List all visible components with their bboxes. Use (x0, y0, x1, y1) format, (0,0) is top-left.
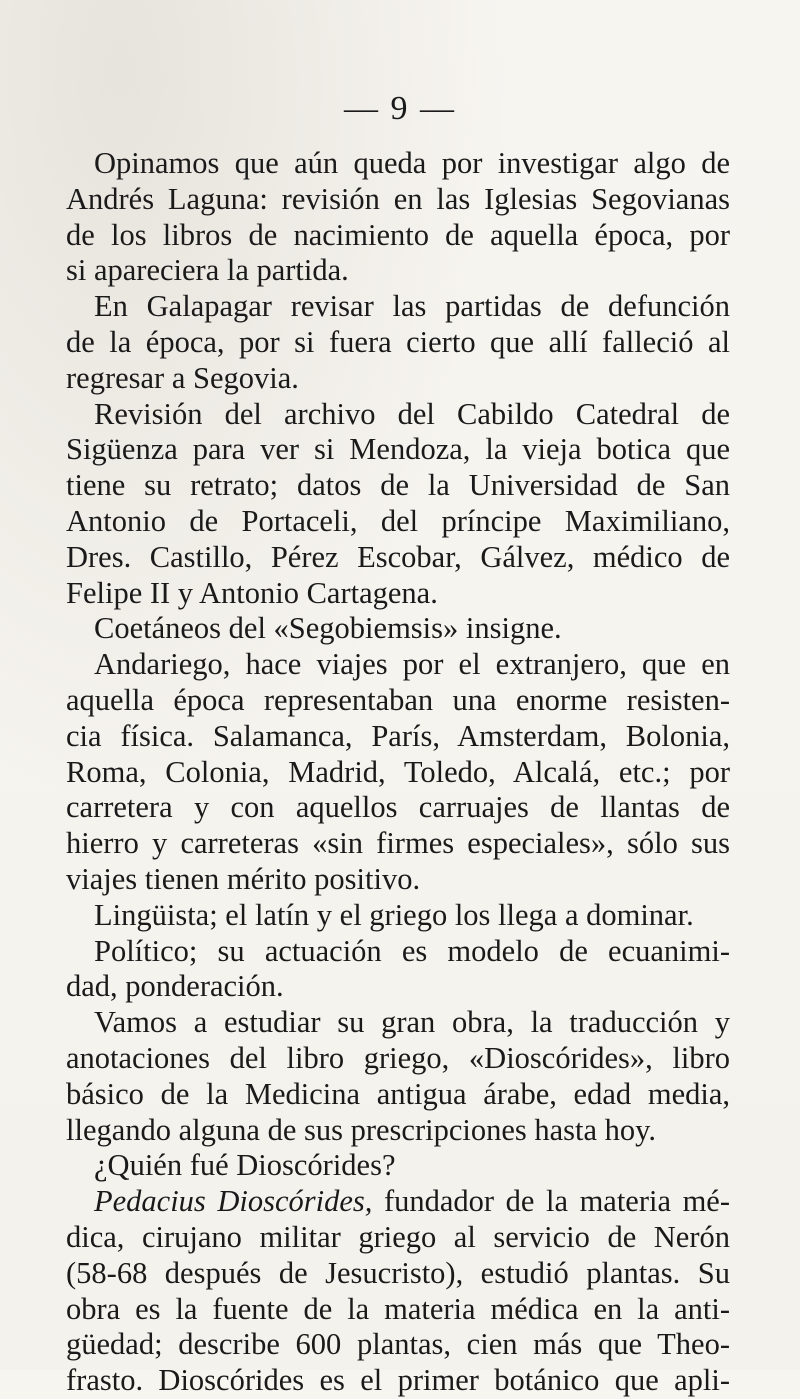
line-text: cia física. Salamanca, París, Amsterdam, Bolonia, (66, 718, 730, 753)
text-line (66, 1113, 730, 1149)
text-line (66, 969, 730, 1005)
text-line (66, 1292, 730, 1328)
line-text: güedad; describe 600 plantas, cien más que Theo- (66, 1327, 730, 1362)
text-line (66, 432, 730, 468)
text-line (66, 1184, 730, 1220)
line-text: dica, cirujano militar griego al servicio de Nerón (66, 1219, 730, 1254)
line-text: frasto. Dioscórides es el primer botánico que apli- (66, 1363, 730, 1398)
line-text: viajes tienen mérito positivo. (66, 861, 421, 896)
line-text: Político; su actuación es modelo de ecuanimi- (94, 933, 730, 968)
text-line (66, 1363, 730, 1399)
line-text: si apareciera la partida. (66, 253, 349, 288)
text-line (66, 504, 730, 540)
text-line (66, 1148, 730, 1184)
line-text: Revisión del archivo del Cabildo Catedral de (94, 396, 730, 431)
text-line (66, 397, 730, 433)
line-text: Felipe II y Antonio Cartagena. (66, 575, 438, 610)
italic-name: Pedacius Dioscórides, (94, 1184, 373, 1219)
line-text: regresar a Segovia. (66, 360, 299, 395)
line-text: hierro y carreteras «sin firmes especiales», sólo sus (66, 826, 730, 861)
text-line (66, 361, 730, 397)
text-line (66, 146, 730, 182)
text-line (66, 325, 730, 361)
text-line (66, 289, 730, 325)
line-text: Coetáneos del «Segobiemsis» insigne. (94, 611, 562, 646)
line-text: En Galapagar revisar las partidas de defunción (94, 289, 730, 324)
text-line (66, 647, 730, 683)
text-line (66, 934, 730, 970)
text-line (66, 1220, 730, 1256)
text-line (66, 1256, 730, 1292)
body-text (66, 146, 730, 1399)
line-text: anotaciones del libro griego, «Dioscórides», libro (66, 1040, 730, 1075)
text-line (66, 1327, 730, 1363)
text-line (66, 1041, 730, 1077)
text-line (66, 1005, 730, 1041)
text-line (66, 755, 730, 791)
line-text: dad, ponderación. (66, 969, 284, 1004)
line-text: Andrés Laguna: revisión en las Iglesias Segovianas (66, 181, 730, 216)
line-text: aquella época representaban una enorme resisten- (66, 682, 730, 717)
line-text: ¿Quién fué Dioscórides? (94, 1148, 396, 1183)
text-line (66, 1077, 730, 1113)
text-line (66, 611, 730, 647)
text-line (66, 218, 730, 254)
line-text: Sigüenza para ver si Mendoza, la vieja botica que (66, 432, 730, 467)
text-line (66, 790, 730, 826)
line-text: carretera y con aquellos carruajes de llantas de (66, 790, 730, 825)
line-text: de la época, por si fuera cierto que allí falleció al (66, 324, 730, 359)
text-line (66, 683, 730, 719)
page-number: — 9 — (344, 90, 456, 127)
line-text: Vamos a estudiar su gran obra, la traducción y (94, 1005, 730, 1040)
text-line (66, 898, 730, 934)
line-text: Dres. Castillo, Pérez Escobar, Gálvez, médico de (66, 539, 730, 574)
text-line (66, 719, 730, 755)
line-text: Roma, Colonia, Madrid, Toledo, Alcalá, etc.; por (66, 754, 730, 789)
line-text: básico de la Medicina antigua árabe, edad media, (66, 1076, 730, 1111)
line-text: fundador de la materia mé- (372, 1184, 730, 1219)
text-line (66, 576, 730, 612)
text-line (66, 468, 730, 504)
text-line (66, 540, 730, 576)
line-text: Antonio de Portaceli, del príncipe Maximiliano, (66, 503, 730, 538)
line-text: llegando alguna de sus prescripciones hasta hoy. (66, 1112, 657, 1147)
line-text: tiene su retrato; datos de la Universidad de San (66, 468, 730, 503)
line-text: Opinamos que aún queda por investigar algo de (94, 146, 730, 180)
text-line (66, 253, 730, 289)
text-line (66, 862, 730, 898)
text-line (66, 826, 730, 862)
line-text: obra es la fuente de la materia médica en la anti- (66, 1291, 730, 1326)
line-text: de los libros de nacimiento de aquella época, por (66, 217, 730, 252)
text-line (66, 182, 730, 218)
line-text: Andariego, hace viajes por el extranjero, que en (94, 647, 730, 682)
line-text: Lingüista; el latín y el griego los llega a dominar. (94, 897, 694, 932)
line-text: (58-68 después de Jesucristo), estudió plantas. Su (66, 1255, 730, 1290)
